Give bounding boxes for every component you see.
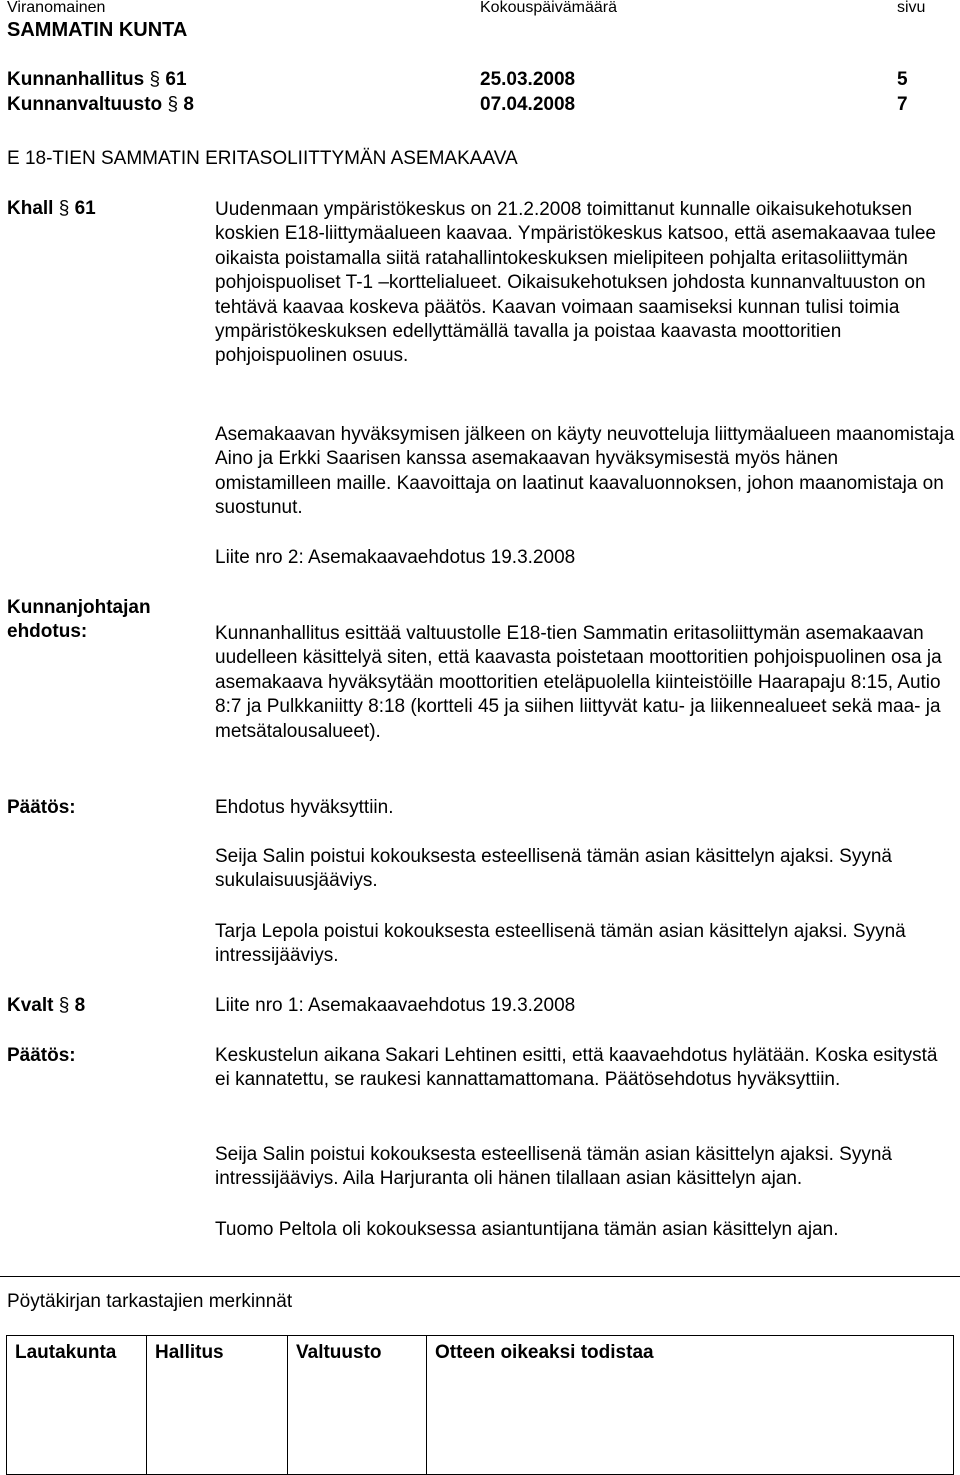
signature-cell-valtuusto: Valtuusto	[288, 1336, 427, 1475]
kvalt-decision-label: Päätös:	[7, 1045, 76, 1066]
signature-cell-hallitus: Hallitus	[147, 1336, 288, 1475]
section-icon: §	[58, 995, 70, 1016]
kvalt-decision: Keskustelun aikana Sakari Lehtinen esitti, että kaavaehdotus hylätään. Koska esitystä ei kannatettu, se raukesi kannattamattomana. Päätösehdotus hyväksyttiin.	[215, 1045, 938, 1091]
kvalt-body: Kvalt	[7, 995, 54, 1016]
signature-cell-certify: Otteen oikeaksi todistaa	[427, 1336, 954, 1475]
proposal-label: Kunnanjohtajan ehdotus:	[7, 597, 151, 642]
kvalt-label	[7, 994, 85, 1018]
section-icon: §	[149, 69, 161, 90]
body-name: Kunnanhallitus	[7, 69, 145, 90]
page-title: E 18-TIEN SAMMATIN ERITASOLIITTYMÄN ASEMAKAAVA	[7, 148, 518, 169]
page-label: sivu	[897, 0, 926, 16]
section-number: 61	[165, 69, 187, 90]
signature-table	[6, 1335, 954, 1475]
meeting-row-khall	[7, 68, 187, 92]
page-number-kvalt: 7	[897, 94, 908, 115]
footer-divider	[0, 1276, 960, 1277]
khall-number: 61	[74, 198, 96, 219]
khall-paragraph-1: Uudenmaan ympäristökeskus on 21.2.2008 toimittanut kunnalle oikaisukehotuksen koskien E18-liittymäalueen kaavaa. Ympäristökeskus katsoo, että asemakaavaa tulee oikaista poistamalla siitä ratahallintokeskuksen mielipiteen pohjalta eritasoliittymän pohjoispuoliset T-1 –korttelialueet. Oikaisukehotuksen johdosta kunnanvaltuuston on tehtävä kaavaa koskeva päätös. Kaavan voimaan saamiseksi kunnan tulisi toimia ympäristökeskuksen edellyttämällä tavalla ja poistaa kaavasta moottoritien pohjoispuolinen osuus.	[215, 199, 936, 367]
kvalt-attachment: Liite nro 1: Asemakaavaehdotus 19.3.2008	[215, 995, 576, 1016]
signature-cell-lautakunta: Lautakunta	[7, 1336, 147, 1475]
authority-label: Viranomainen	[7, 0, 106, 16]
khall-label	[7, 197, 96, 221]
authority-name: SAMMATIN KUNTA	[7, 19, 188, 41]
kvalt-note-2: Tuomo Peltola oli kokouksessa asiantuntijana tämän asian käsittelyn ajan.	[215, 1219, 839, 1240]
body-name: Kunnanvaltuusto	[7, 94, 163, 115]
khall-note-2: Tarja Lepola poistui kokouksesta esteellisenä tämän asian käsittelyn ajaksi. Syynä intressijääviys.	[215, 921, 906, 967]
khall-body: Khall	[7, 198, 54, 219]
khall-attachment: Liite nro 2: Asemakaavaehdotus 19.3.2008	[215, 547, 576, 568]
khall-note-1: Seija Salin poistui kokouksesta esteellisenä tämän asian käsittelyn ajaksi. Syynä sukulaisuusjääviys.	[215, 846, 892, 892]
footer-title: Pöytäkirjan tarkastajien merkinnät	[7, 1291, 293, 1312]
page-number-khall: 5	[897, 69, 908, 90]
proposal-text: Kunnanhallitus esittää valtuustolle E18-tien Sammatin eritasoliittymän asemakaavan uudelleen käsittelyä siten, että kaavasta poistetaan moottoritien pohjoispuolinen osa ja asemakaava hyväksytään moottoritien eteläpuolella kiinteistöille Haarapaju 8:15, Autio 8:7 ja Pulkkaniitty 8:18 (kortteli 45 ja siihen liittyvät katu- ja liikennealueet sekä maa- ja metsätalousalueet).	[215, 623, 942, 742]
meeting-date-khall: 25.03.2008	[480, 69, 576, 90]
section-number: 8	[183, 94, 194, 115]
meeting-row-kvalt	[7, 93, 194, 117]
kvalt-number: 8	[74, 995, 86, 1016]
kvalt-note-1: Seija Salin poistui kokouksesta esteellisenä tämän asian käsittelyn ajaksi. Syynä intressijääviys. Aila Harjuranta oli hänen tilallaan asian käsittelyn ajan.	[215, 1144, 892, 1190]
date-label: Kokouspäivämäärä	[480, 0, 617, 16]
khall-paragraph-2: Asemakaavan hyväksymisen jälkeen on käyty neuvotteluja liittymäalueen maanomistaja Aino ja Erkki Saarisen kanssa asemakaavan hyväksymisestä myös hänen omistamilleen maille. Kaavoittaja on laatinut kaavaluonnoksen, johon maanomistaja on suostunut.	[215, 424, 955, 519]
meeting-date-kvalt: 07.04.2008	[480, 94, 576, 115]
section-icon: §	[58, 198, 70, 219]
khall-decision: Ehdotus hyväksyttiin.	[215, 797, 394, 818]
khall-decision-label: Päätös:	[7, 797, 76, 818]
section-icon: §	[167, 94, 179, 115]
